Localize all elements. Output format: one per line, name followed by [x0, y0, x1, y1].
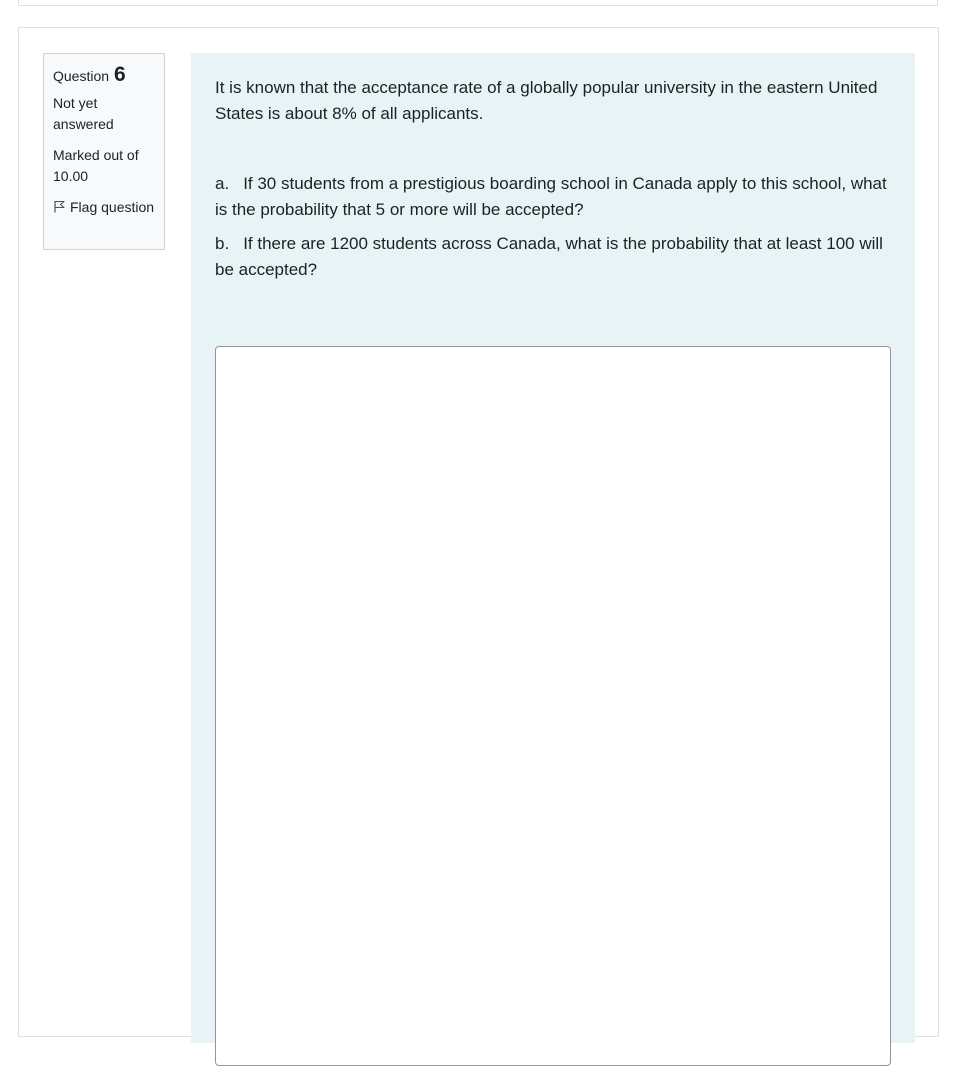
- part-a-text: If 30 students from a prestigious boarding school in Canada apply to this school, what is the probability that 5 or more will be accepted?: [215, 174, 887, 219]
- part-b-letter: b.: [215, 234, 230, 253]
- question-content: [191, 53, 915, 1043]
- question-info: [43, 53, 165, 250]
- question-part-b: [215, 231, 891, 283]
- question-part-a: [215, 171, 891, 223]
- previous-question-card: [18, 0, 938, 6]
- answer-textarea[interactable]: [215, 346, 891, 1066]
- question-label: Question: [53, 68, 110, 84]
- question-number: 6: [114, 63, 126, 86]
- question-intro: It is known that the acceptance rate of a globally popular university in the eastern United States is about 8% of all applicants.: [215, 78, 878, 123]
- part-b-text: If there are 1200 students across Canada, what is the probability that at least 100 will be accepted?: [215, 234, 883, 279]
- flag-question-label: Flag question: [70, 199, 155, 215]
- question-state: Not yet answered: [53, 95, 114, 132]
- question-grade: Marked out of 10.00: [53, 147, 139, 184]
- question-card: [18, 27, 939, 1037]
- question-number-row: [53, 64, 155, 87]
- flag-question-link[interactable]: [53, 197, 155, 218]
- part-a-letter: a.: [215, 174, 230, 193]
- flag-icon: [53, 200, 66, 213]
